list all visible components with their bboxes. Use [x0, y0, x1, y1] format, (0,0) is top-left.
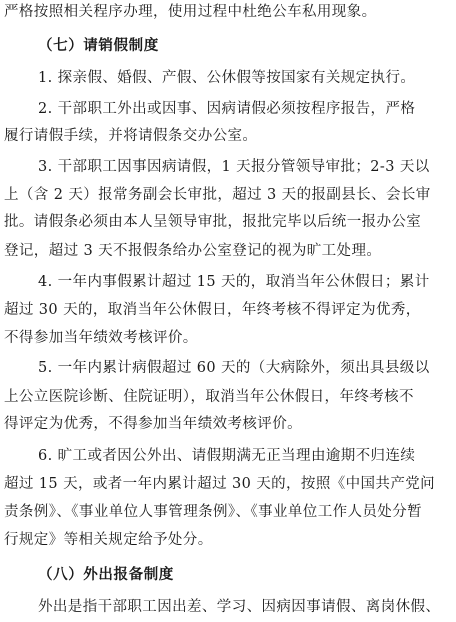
text-line-item2-b: 履行请假手续，并将请假条交办公室。	[4, 128, 258, 144]
text-line-item6-b: 超过 15 天，或者一年内累计超过 30 天的，按照《中国共产党问	[4, 476, 436, 492]
text-line-item5-b: 上公立医院诊断、住院证明），取消当年公休假日，年终考核不	[4, 389, 414, 405]
text-line-item3-d: 登记，超过 3 天不报假条给办公室登记的视为旷工处理。	[4, 243, 382, 259]
text-line-item5-c: 得评定为优秀，不得参加当年绩效考核评价。	[4, 416, 302, 432]
text-line-prev-section-end: 严格按照相关程序办理，使用过程中杜绝公车私用现象。	[4, 4, 377, 20]
section-heading-outing: （八）外出报备制度	[38, 567, 174, 583]
text-line-item6-a: 6. 旷工或者因公外出、请假期满无正当理由逾期不归连续	[38, 448, 416, 464]
text-line-item5-a: 5. 一年内累计病假超过 60 天的（大病除外，须出具县级以	[38, 360, 430, 376]
text-line-item3-c: 批。请假条必须由本人呈领导审批，报批完毕以后统一报办公室	[4, 214, 422, 230]
text-line-item1: 1. 探亲假、婚假、产假、公休假等按国家有关规定执行。	[38, 70, 416, 86]
text-line-item3-b: 上（含 2 天）报常务副会长审批，超过 3 天的报副县长、会长审	[4, 187, 431, 203]
text-line-item4-a: 4. 一年内事假累计超过 15 天的，取消当年公休假日；累计	[38, 274, 430, 290]
text-line-outing-intro: 外出是指干部职工因出差、学习、因病因事请假、离岗休假、	[38, 599, 441, 615]
text-line-item4-c: 不得参加当年绩效考核评价。	[4, 330, 198, 346]
text-line-item4-b: 超过 30 天的，取消当年公休假日，年终考核不得评定为优秀，	[4, 302, 421, 318]
text-line-item3-a: 3. 干部职工因事因病请假，1 天报分管领导审批；2-3 天以	[38, 159, 430, 175]
text-line-item2-a: 2. 干部职工外出或因事、因病请假必须按程序报告，严格	[38, 101, 416, 117]
section-heading-leave: （七）请销假制度	[38, 38, 159, 54]
text-line-item6-c: 责条例》、《事业单位人事管理条例》、《事业单位工作人员处分暂	[4, 504, 422, 520]
text-line-item6-d: 行规定》等相关规定给予处分。	[4, 532, 213, 548]
